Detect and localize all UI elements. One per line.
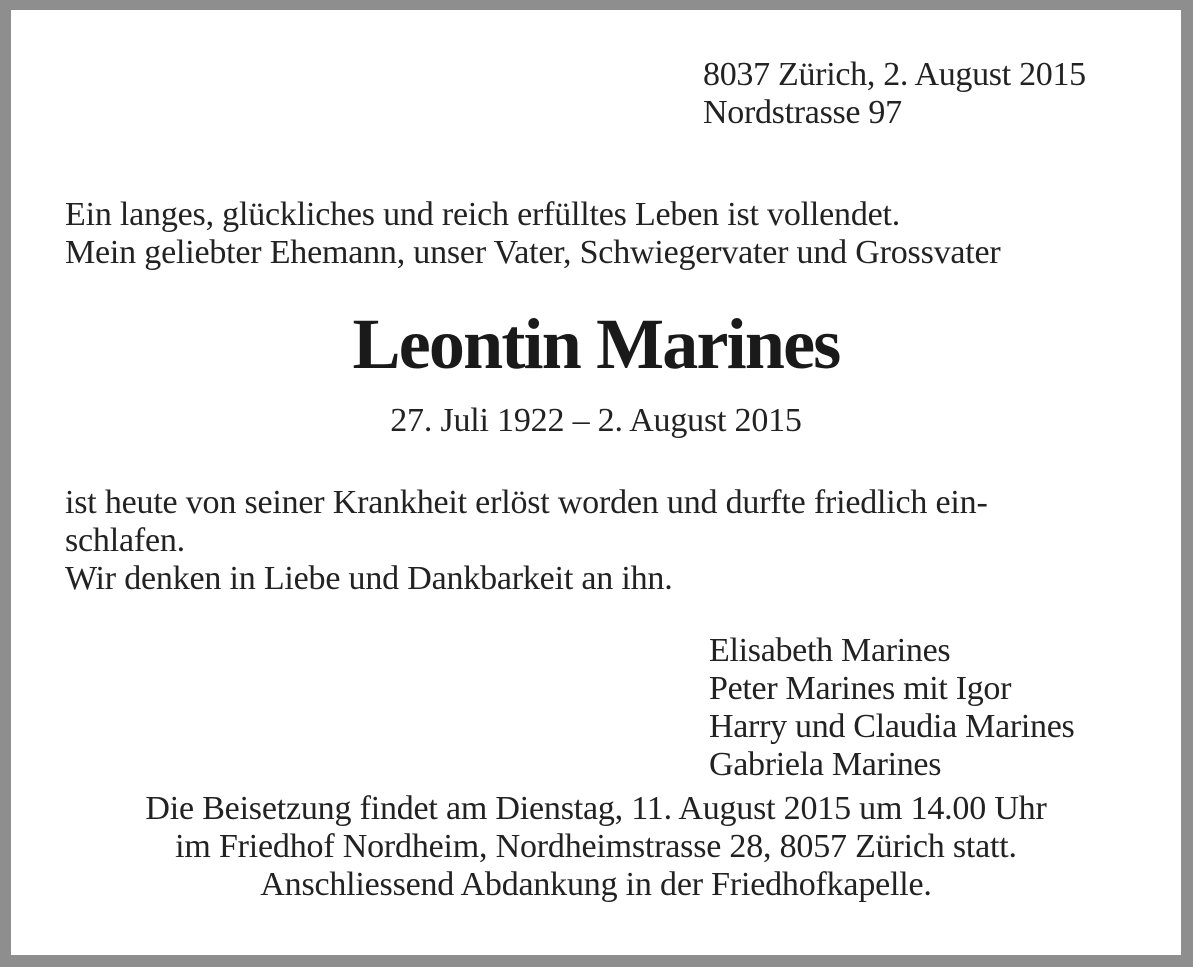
- family-member: Elisabeth Marines: [709, 632, 951, 669]
- deceased-name: Leontin Marines: [352, 304, 840, 384]
- message-line-1: ist heute von seiner Krankheit erlöst worden und durfte friedlich ein-: [65, 484, 988, 521]
- family-member: Peter Marines mit Igor: [709, 670, 1012, 707]
- funeral-details: [11, 790, 1181, 904]
- sender-address: [703, 56, 1086, 132]
- family-signatures: [709, 632, 1074, 784]
- message-line-3: Wir denken in Liebe und Dankbarkeit an ihn.: [65, 560, 673, 597]
- message-text: [65, 484, 988, 598]
- funeral-line-3: Anschliessend Abdankung in der Friedhofkapelle.: [260, 866, 932, 903]
- family-member: Gabriela Marines: [709, 746, 942, 783]
- intro-text: [65, 196, 1001, 272]
- life-dates: 27. Juli 1922 – 2. August 2015: [390, 402, 802, 439]
- funeral-line-2: im Friedhof Nordheim, Nordheimstrasse 28, 8057 Zürich statt.: [175, 828, 1017, 865]
- message-line-2: schlafen.: [65, 522, 185, 559]
- address-street: Nordstrasse 97: [703, 94, 902, 131]
- intro-line-2: Mein geliebter Ehemann, unser Vater, Schwiegervater und Grossvater: [65, 234, 1001, 271]
- obituary-notice: [11, 10, 1181, 955]
- intro-line-1: Ein langes, glückliches und reich erfülltes Leben ist vollendet.: [65, 196, 901, 233]
- family-member: Harry und Claudia Marines: [709, 708, 1075, 745]
- address-city-date: 8037 Zürich, 2. August 2015: [703, 56, 1086, 93]
- funeral-line-1: Die Beisetzung findet am Dienstag, 11. August 2015 um 14.00 Uhr: [145, 790, 1047, 827]
